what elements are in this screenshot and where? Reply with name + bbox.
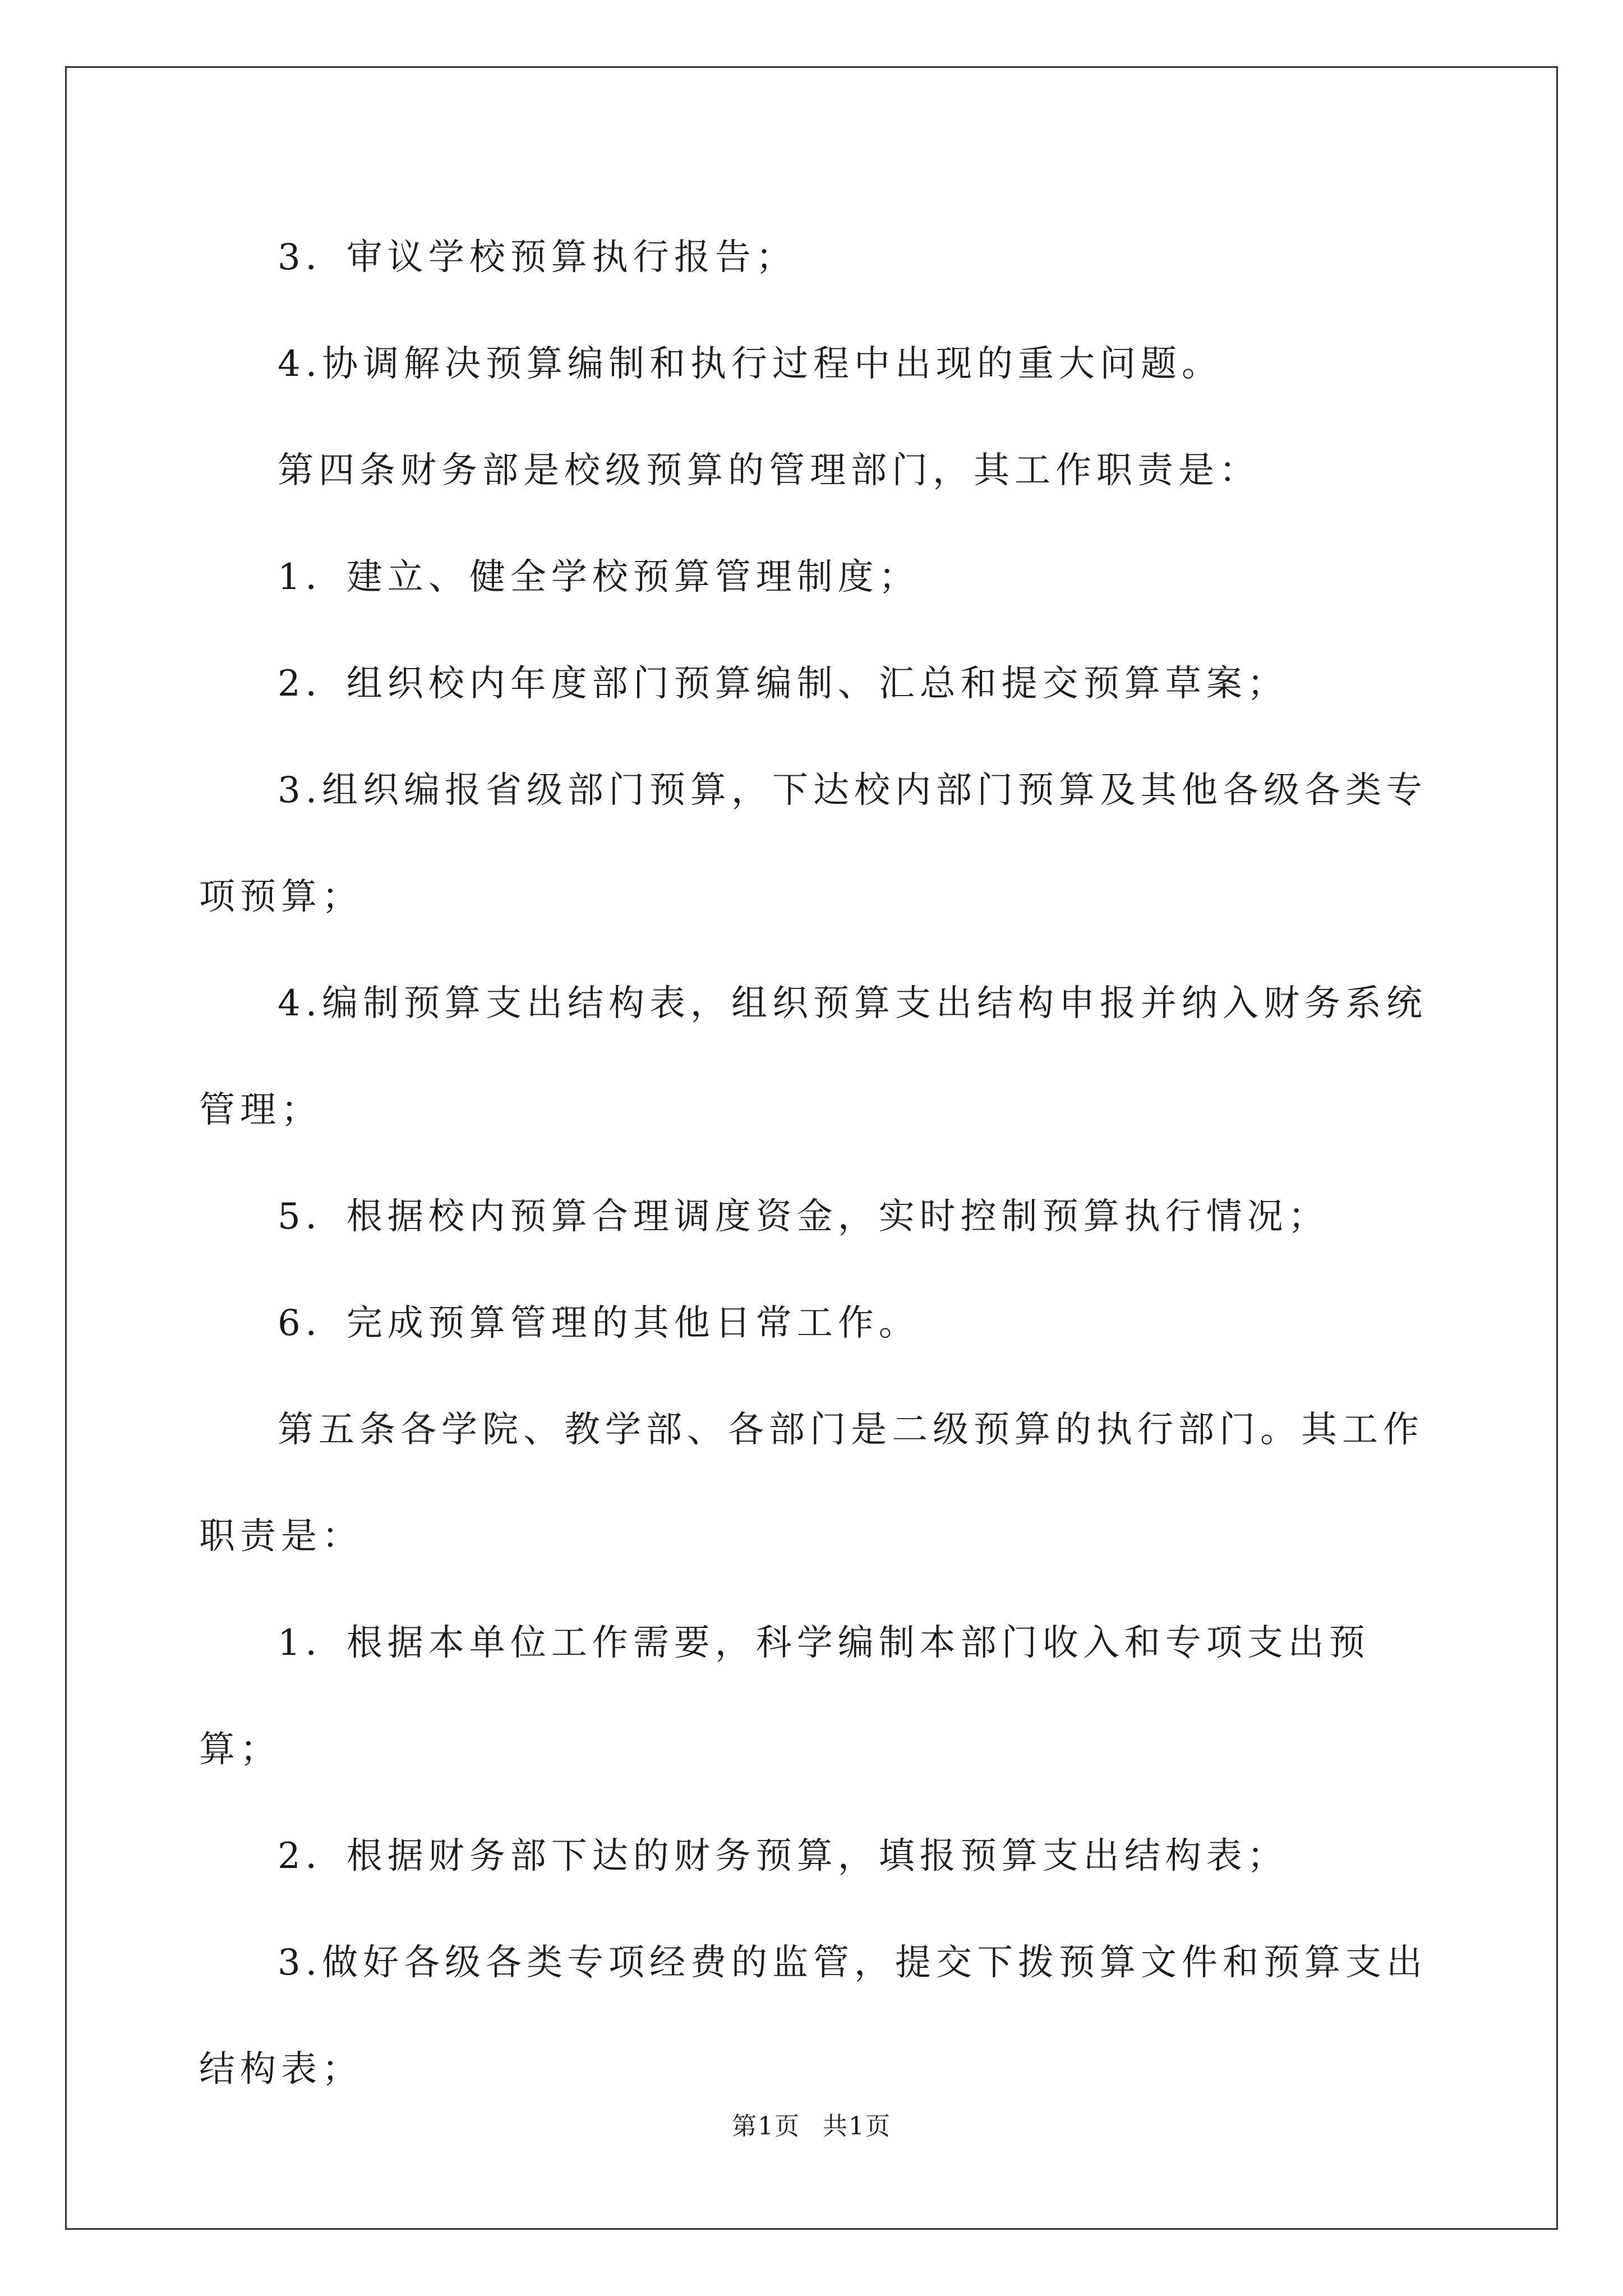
- paragraph: 3.组织编报省级部门预算，下达校内部门预算及其他各级各类专项预算；: [199, 770, 1428, 918]
- page-number-current: 第1页: [732, 2112, 800, 2141]
- paragraph: 第四条财务部是校级预算的管理部门，其工作职责是：: [278, 450, 1260, 491]
- paragraph: 6．完成预算管理的其他日常工作。: [278, 1303, 920, 1344]
- paragraph: 3．审议学校预算执行报告；: [278, 237, 797, 278]
- paragraph: 3.做好各级各类专项经费的监管，提交下拨预算文件和预算支出结构表；: [199, 1942, 1428, 2090]
- paragraph: 2．根据财务部下达的财务预算，填报预算支出结构表；: [278, 1835, 1288, 1877]
- paragraph: 1．建立、健全学校预算管理制度；: [278, 556, 920, 598]
- paragraph: 4.编制预算支出结构表，组织预算支出结构申报并纳入财务系统管理；: [199, 983, 1428, 1131]
- document-body: [199, 204, 1433, 2123]
- paragraph: 4.协调解决预算编制和执行过程中出现的重大问题。: [278, 343, 1223, 385]
- paragraph: 5．根据校内预算合理调度资金，实时控制预算执行情况；: [278, 1196, 1329, 1237]
- paragraph: 第五条各学院、教学部、各部门是二级预算的执行部门。其工作职责是：: [199, 1409, 1424, 1557]
- page-number-total: 共1页: [823, 2112, 891, 2141]
- paragraph: 2．组织校内年度部门预算编制、汇总和提交预算草案；: [278, 663, 1288, 705]
- page-footer: [0, 2106, 1623, 2142]
- paragraph: 1．根据本单位工作需要，科学编制本部门收入和专项支出预算；: [199, 1622, 1370, 1770]
